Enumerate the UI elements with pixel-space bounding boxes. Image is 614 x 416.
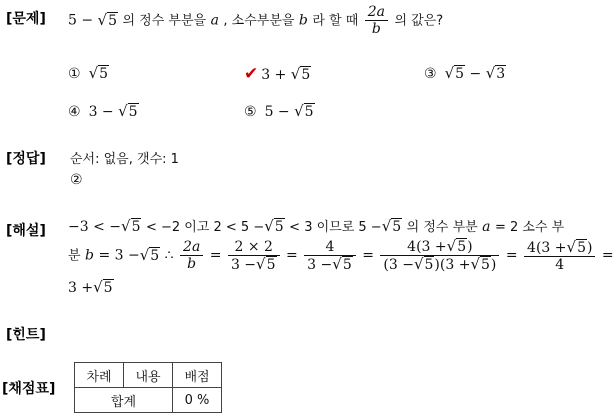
- score-total-value: 0 %: [173, 388, 222, 413]
- section-hint-label: [힌트]: [6, 327, 46, 343]
- score-header-content: 내용: [124, 363, 173, 388]
- fraction-2x2: $\frac{2 \times 2}{3 -√5}$: [228, 239, 280, 273]
- score-header-points: 배점: [173, 363, 222, 388]
- fraction-rationalized: $\frac{4(3 +√5)}{(3 -√5)(3 +√5)}$: [380, 238, 499, 273]
- explanation-line-2: 분 b = 3 −√5 ∴ $\frac{2a}{b}$ = $\frac{2 \times 2}{3 -√5}$ = $\frac{4}{3 -√5}$ = $\frac{4(3 +√5)}{(3 -√5)(3 +√5)}$ = $\frac{4(3 +√5)}{4}$ =: [68, 237, 614, 273]
- score-table: [74, 362, 222, 413]
- option-1[interactable]: ① √5: [68, 64, 109, 82]
- checkmark-icon: ✔: [244, 64, 259, 84]
- option-5[interactable]: ⑤ 5 − √5: [244, 102, 314, 120]
- problem-text: 5 − √5 의 정수 부분을 a , 소수부분을 b 라 할 때 $\frac{2a}{b}$ 의 값은?: [68, 4, 444, 37]
- score-total-label: 합계: [75, 388, 173, 413]
- answer-choice: ②: [70, 172, 83, 188]
- sqrt-symbol: √5: [97, 10, 118, 29]
- section-problem-label: [문제]: [6, 11, 46, 27]
- explanation-line-3: 3 +√5: [68, 278, 113, 296]
- explanation-line-1: −3 < −√5 < −2 이고 2 < 5 −√5 < 3 이므로 5 −√5 의 정수 부분 a = 2 소수 부: [68, 217, 565, 235]
- option-4[interactable]: ④ 3 − √5: [68, 102, 138, 120]
- section-explanation-label: [해설]: [6, 223, 46, 239]
- score-header-order: 차례: [75, 363, 124, 388]
- fraction-simplified: $\frac{4(3 +√5)}{4}$: [524, 239, 595, 273]
- option-3[interactable]: ③ √5 − √3: [424, 64, 506, 82]
- section-answer-label: [정답]: [6, 151, 46, 167]
- answer-order-count: 순서: 없음, 갯수: 1: [70, 152, 179, 167]
- option-2-correct[interactable]: ✔ 3 + √5: [244, 64, 311, 84]
- problem-fraction: $\frac{2a}{b}$: [365, 4, 388, 37]
- section-grading-label: [채점표]: [2, 381, 56, 397]
- fraction-2a-over-b: $\frac{2a}{b}$: [180, 239, 203, 272]
- fraction-4-over: $\frac{4}{3 -√5}$: [304, 239, 356, 273]
